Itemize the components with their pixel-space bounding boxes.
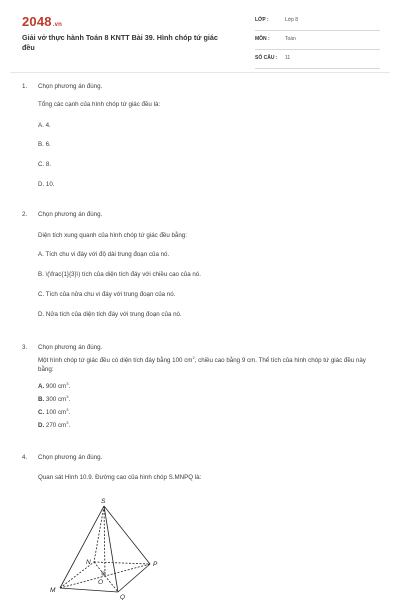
option-sup: 3 (66, 419, 69, 425)
meta-info (255, 15, 380, 72)
meta-label: MÔN : (255, 36, 270, 42)
question-number: 2. (22, 211, 28, 218)
height-so (104, 506, 105, 576)
option-letter: A. (38, 383, 45, 390)
question-number: 3. (22, 344, 28, 351)
label-o: O (98, 579, 104, 586)
question-number: 4. (22, 454, 28, 461)
label-m: M (50, 587, 56, 594)
option-a[interactable] (38, 380, 71, 390)
option-a[interactable]: A. 4. (38, 122, 51, 129)
option-end: . (68, 383, 71, 390)
pyramid-diagram (38, 492, 168, 600)
stem-superscript: 2 (192, 354, 195, 360)
option-c[interactable] (38, 406, 71, 416)
logo-text: 2048 (22, 14, 52, 29)
stem-text: Một hình chóp tứ giác đều có diện tích đáy bằng 100 cm (38, 357, 193, 364)
option-b[interactable] (38, 393, 71, 403)
site-logo[interactable] (22, 14, 62, 29)
question-number: 1. (22, 83, 28, 90)
label-q: Q (120, 594, 126, 600)
question-stem: Diện tích xung quanh của hình chóp tứ giác đều bằng: (38, 232, 187, 239)
option-letter: D. (38, 422, 45, 429)
edge-sq (104, 506, 118, 592)
edge-sm (60, 506, 104, 588)
option-a[interactable]: A. Tích chu vi đáy với độ dài trung đoạn của nó. (38, 251, 170, 258)
meta-value: Toán (285, 36, 296, 42)
diag-nq (94, 562, 118, 592)
meta-value: Lớp 8 (285, 17, 299, 23)
page-header (0, 0, 400, 70)
meta-label: LỚP : (255, 17, 269, 23)
question-prompt: Chọn phương án đúng. (38, 344, 103, 351)
option-sup: 3 (66, 393, 69, 399)
option-end: . (68, 396, 71, 403)
option-value: 300 cm (45, 396, 67, 403)
meta-row-subject (255, 34, 380, 50)
option-value: 900 cm (45, 383, 67, 390)
option-letter: B. (38, 396, 45, 403)
stem-text: , chiều cao bằng 9 cm. Thể tích của hình chóp tứ giác đều này bằng: (38, 357, 366, 373)
label-n: N (86, 559, 91, 566)
meta-row-count (255, 53, 380, 69)
question-stem: Tổng các cạnh của hình chóp tứ giác đều là: (38, 101, 161, 108)
edge-np (94, 562, 150, 564)
option-end: . (68, 409, 71, 416)
question-prompt: Chọn phương án đúng. (38, 454, 103, 461)
option-value: 100 cm (45, 409, 67, 416)
edge-mq (60, 588, 118, 592)
option-letter: C. (38, 409, 45, 416)
option-end: . (68, 422, 71, 429)
option-d[interactable]: D. Nửa tích của diện tích đáy với trung đoạn của nó. (38, 311, 182, 318)
label-s: S (101, 498, 106, 505)
option-d[interactable]: D. 10. (38, 181, 55, 188)
option-value: 270 cm (45, 422, 67, 429)
document-title: Giải vở thực hành Toán 8 KNTT Bài 39. Hình chóp tứ giác đều (22, 33, 218, 52)
meta-label: SỐ CÂU : (255, 55, 278, 61)
meta-value: 11 (285, 55, 291, 61)
option-c[interactable]: C. 8. (38, 161, 52, 168)
edge-qp (118, 564, 150, 592)
label-p: P (153, 561, 158, 568)
question-prompt: Chọn phương án đúng. (38, 211, 103, 218)
option-c[interactable]: C. Tích của nửa chu vi đáy với trung đoạn của nó. (38, 291, 176, 298)
pyramid-figure (38, 492, 168, 600)
header-divider (10, 72, 390, 73)
question-stem (38, 356, 378, 374)
edge-sn (94, 506, 104, 562)
option-b[interactable]: B. \(\frac{1}{3}\) tích của diện tích đáy với chiều cao của nó. (38, 271, 201, 278)
question-stem: Quan sát Hình 10.9. Đường cao của hình chóp S.MNPQ là: (38, 474, 202, 481)
option-d[interactable] (38, 419, 71, 429)
logo-suffix: .vn (52, 22, 63, 28)
meta-row-grade (255, 15, 380, 31)
option-sup: 3 (66, 380, 69, 386)
edge-sp (104, 506, 150, 564)
option-b[interactable]: B. 6. (38, 141, 51, 148)
question-prompt: Chọn phương án đúng. (38, 83, 103, 90)
option-sup: 3 (66, 406, 69, 412)
